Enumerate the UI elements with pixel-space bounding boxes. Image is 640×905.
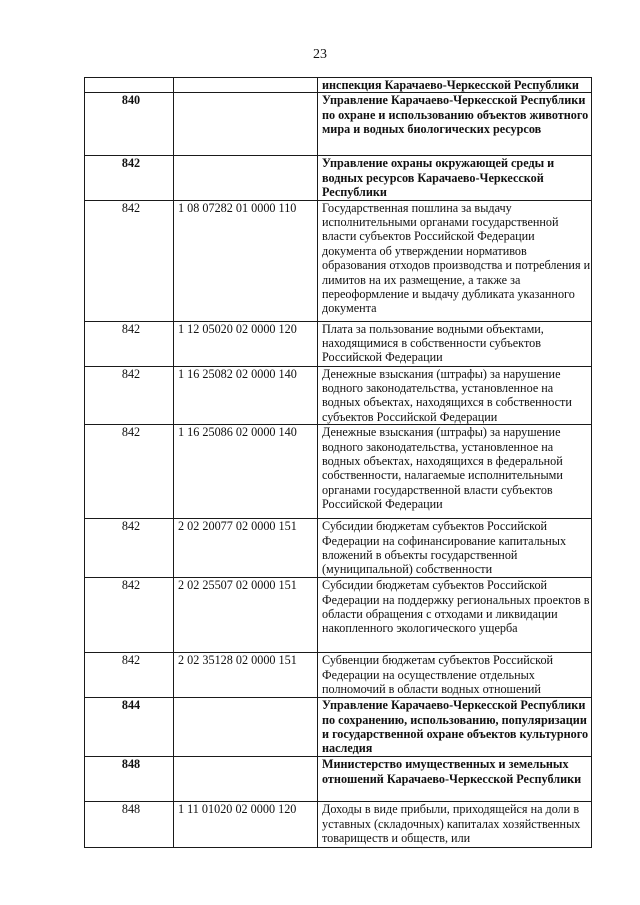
revenue-name-cell: Плата за пользование водными объектами, находящимися в собственности субъектов Российской Федерации (318, 321, 592, 366)
table-row (85, 519, 592, 578)
revenue-code-cell (174, 757, 318, 802)
table-row (85, 321, 592, 366)
revenue-name-cell: Субвенции бюджетам субъектов Российской Федерации на осуществление отдельных полномочий в области водных отношений (318, 653, 592, 698)
table-row (85, 78, 592, 93)
revenue-code-cell: 1 16 25082 02 0000 140 (174, 366, 318, 425)
budget-revenue-table (84, 77, 592, 848)
revenue-code-cell: 1 12 05020 02 0000 120 (174, 321, 318, 366)
revenue-name-cell: Управление Карачаево-Черкесской Республики по охране и использованию объектов животного мира и водных биологических ресурсов (318, 93, 592, 156)
admin-code-cell: 848 (85, 802, 174, 848)
revenue-name-cell: Денежные взыскания (штрафы) за нарушение водного законодательства, установленное на водных объектах, находящихся в федеральной собственности, налагаемые исполнительными органами государственной власти субъектов Российской Федерации (318, 425, 592, 519)
table-row (85, 653, 592, 698)
revenue-name-cell: Министерство имущественных и земельных отношений Карачаево-Черкесской Республики (318, 757, 592, 802)
revenue-code-cell (174, 156, 318, 200)
table-row (85, 698, 592, 757)
revenue-name-cell: Субсидии бюджетам субъектов Российской Федерации на поддержку региональных проектов в области обращения с отходами и ликвидации накопленного экологического ущерба (318, 578, 592, 653)
admin-code-cell: 848 (85, 757, 174, 802)
revenue-code-cell (174, 78, 318, 93)
revenue-code-cell: 1 08 07282 01 0000 110 (174, 200, 318, 321)
table-row (85, 578, 592, 653)
revenue-name-cell: Управление Карачаево-Черкесской Республики по сохранению, использованию, популяризации и государственной охране объектов культурного наследия (318, 698, 592, 757)
table-row (85, 366, 592, 425)
page-number: 23 (313, 47, 327, 62)
revenue-code-cell: 1 16 25086 02 0000 140 (174, 425, 318, 519)
admin-code-cell: 842 (85, 425, 174, 519)
revenue-name-cell: Денежные взыскания (штрафы) за нарушение водного законодательства, установленное на водных объектах, находящихся в собственности субъектов Российской Федерации (318, 366, 592, 425)
table-row (85, 757, 592, 802)
revenue-code-cell: 1 11 01020 02 0000 120 (174, 802, 318, 848)
revenue-name-cell: Управление охраны окружающей среды и водных ресурсов Карачаево-Черкесской Республики (318, 156, 592, 200)
revenue-code-cell (174, 93, 318, 156)
revenue-name-cell: инспекция Карачаево-Черкесской Республики (318, 78, 592, 93)
table-row (85, 802, 592, 848)
revenue-name-cell: Государственная пошлина за выдачу исполнительными органами государственной власти субъектов Российской Федерации документа об утверждении нормативов образования отходов производства и потребления и лимитов на их размещение, а также за переоформление и выдачу дубликата указанного документа (318, 200, 592, 321)
table-row (85, 93, 592, 156)
revenue-code-cell (174, 698, 318, 757)
admin-code-cell: 842 (85, 578, 174, 653)
revenue-code-cell: 2 02 25507 02 0000 151 (174, 578, 318, 653)
admin-code-cell (85, 78, 174, 93)
revenue-code-cell: 2 02 35128 02 0000 151 (174, 653, 318, 698)
table-row (85, 425, 592, 519)
revenue-name-cell: Доходы в виде прибыли, приходящейся на доли в уставных (складочных) капиталах хозяйственных товариществ и обществ, или (318, 802, 592, 848)
admin-code-cell: 842 (85, 366, 174, 425)
admin-code-cell: 844 (85, 698, 174, 757)
revenue-name-cell: Субсидии бюджетам субъектов Российской Федерации на софинансирование капитальных вложений в объекты государственной (муниципальной) собственности (318, 519, 592, 578)
admin-code-cell: 842 (85, 156, 174, 200)
table-row (85, 200, 592, 321)
admin-code-cell: 842 (85, 321, 174, 366)
table-row (85, 156, 592, 200)
admin-code-cell: 840 (85, 93, 174, 156)
admin-code-cell: 842 (85, 200, 174, 321)
admin-code-cell: 842 (85, 519, 174, 578)
revenue-code-cell: 2 02 20077 02 0000 151 (174, 519, 318, 578)
admin-code-cell: 842 (85, 653, 174, 698)
